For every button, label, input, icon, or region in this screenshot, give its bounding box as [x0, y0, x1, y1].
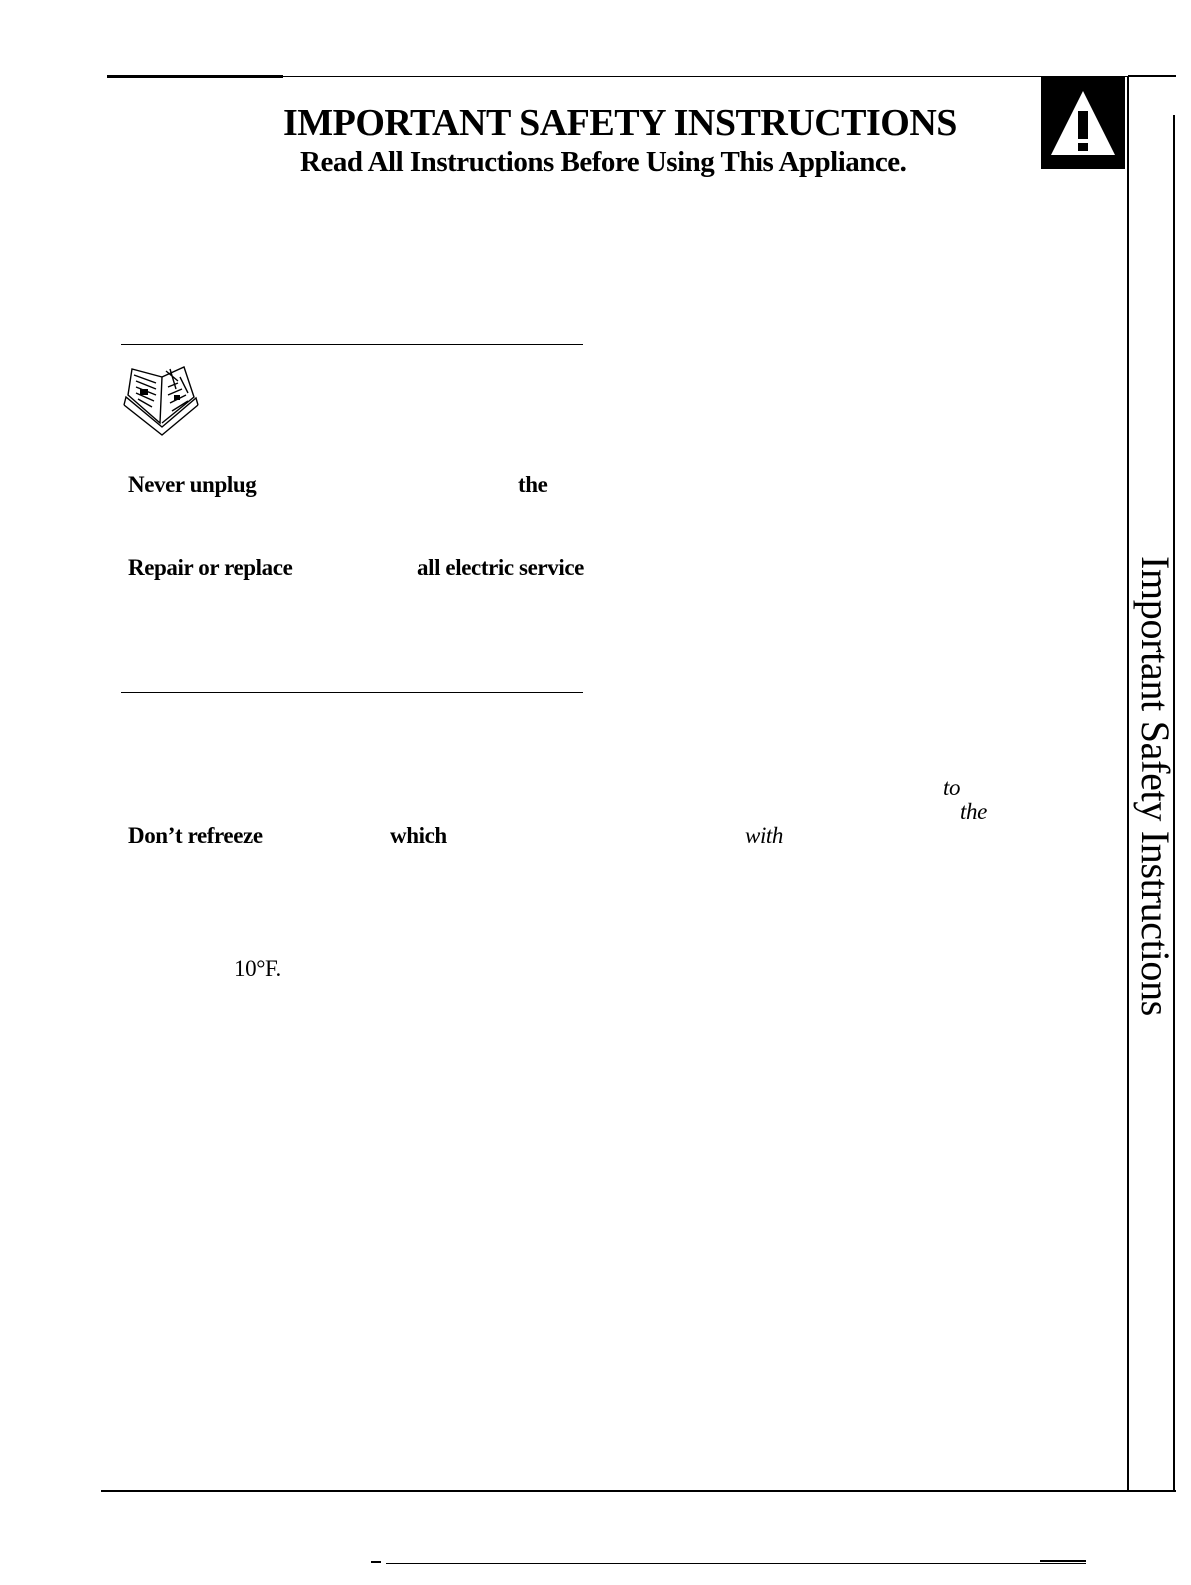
section-rule-bottom — [121, 692, 583, 693]
top-rule-right — [1128, 75, 1176, 77]
page-subtitle: Read All Instructions Before Using This Appliance. — [300, 146, 907, 178]
footer-rule — [386, 1563, 1086, 1564]
section-rule-top — [121, 344, 583, 345]
dont-refreeze-text: Don’t refreeze — [128, 823, 263, 848]
repair-or-replace-text: Repair or replace — [128, 555, 293, 580]
word-the: the — [960, 799, 987, 824]
which-text: which — [390, 823, 447, 848]
all-electric-service-text: all electric service — [417, 555, 584, 580]
the-text: the — [518, 472, 548, 497]
footer-rule-right — [1040, 1560, 1086, 1562]
side-tab-border-left — [1127, 77, 1129, 1490]
warning-triangle-icon — [1041, 77, 1125, 169]
top-rule-left — [107, 75, 283, 78]
never-unplug-text: Never unplug — [128, 472, 257, 497]
bottom-rule — [101, 1490, 1176, 1492]
top-rule-main — [283, 76, 1128, 77]
temperature-text: 10°F. — [234, 956, 281, 981]
page-title: IMPORTANT SAFETY INSTRUCTIONS — [283, 102, 957, 144]
side-section-title: Important Safety Instructions — [1133, 555, 1178, 1017]
word-to: to — [943, 775, 961, 800]
word-with: with — [745, 823, 784, 848]
open-manual-book-icon — [118, 365, 204, 441]
footer-dash — [371, 1561, 381, 1563]
